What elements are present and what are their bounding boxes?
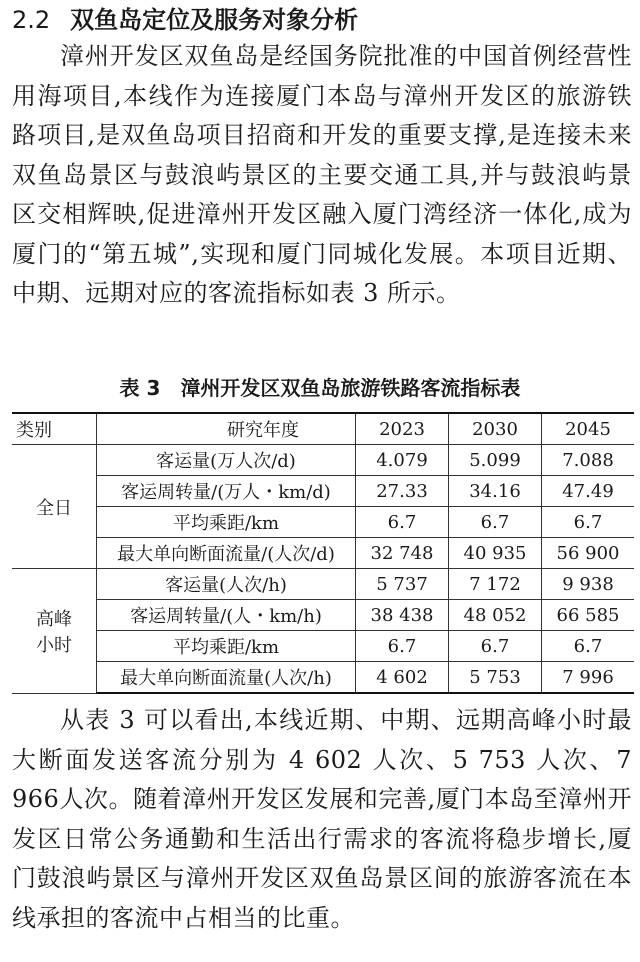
value-cell: 6.7 bbox=[542, 631, 635, 662]
value-cell: 4.079 bbox=[356, 445, 449, 476]
table-caption bbox=[0, 373, 640, 403]
paragraph-text: 从表 3 可以看出,本线近期、中期、远期高峰小时最大断面发送客流分别为 4 602 人次、5 753 人次、7 966人次。随着漳州开发区发展和完善,厦门本岛至漳州开发区日常公务通勤和生活出行需求的客流将稳步增长,厦门鼓浪屿景区与漳州开发区双鱼岛景区间的旅游客流在本线承担的客流中占相当的比重。 bbox=[12, 706, 632, 932]
section-title: 双鱼岛定位及服务对象分析 bbox=[70, 6, 359, 34]
value-cell: 66 585 bbox=[542, 600, 635, 631]
passenger-flow-table bbox=[12, 412, 634, 694]
header-year-2030: 2030 bbox=[449, 413, 542, 445]
indicator-cell: 客运周转量/(万人・km/d) bbox=[97, 476, 356, 507]
table-row bbox=[12, 631, 634, 662]
value-cell: 9 938 bbox=[542, 569, 635, 600]
table-row bbox=[12, 476, 634, 507]
value-cell: 7 172 bbox=[449, 569, 542, 600]
section-heading bbox=[12, 4, 358, 36]
header-category: 类别 bbox=[12, 413, 97, 445]
table-row bbox=[12, 507, 634, 538]
category-cell: 全日 bbox=[12, 445, 97, 569]
table-row bbox=[12, 662, 634, 694]
value-cell: 38 438 bbox=[356, 600, 449, 631]
table-caption-title: 漳州开发区双鱼岛旅游铁路客流指标表 bbox=[180, 376, 521, 400]
table-row bbox=[12, 600, 634, 631]
table-row bbox=[12, 538, 634, 569]
value-cell: 32 748 bbox=[356, 538, 449, 569]
value-cell: 5.099 bbox=[449, 445, 542, 476]
table-row bbox=[12, 569, 634, 600]
value-cell: 27.33 bbox=[356, 476, 449, 507]
value-cell: 6.7 bbox=[542, 507, 635, 538]
table-row bbox=[12, 445, 634, 476]
value-cell: 6.7 bbox=[449, 631, 542, 662]
indicator-cell: 平均乘距/km bbox=[97, 631, 356, 662]
value-cell: 7.088 bbox=[542, 445, 635, 476]
value-cell: 6.7 bbox=[356, 631, 449, 662]
table-header-row bbox=[12, 413, 634, 445]
value-cell: 5 753 bbox=[449, 662, 542, 694]
indicator-cell: 最大单向断面流量(人次/h) bbox=[97, 662, 356, 694]
value-cell: 47.49 bbox=[542, 476, 635, 507]
paragraph-analysis bbox=[12, 701, 632, 938]
indicator-cell: 平均乘距/km bbox=[97, 507, 356, 538]
value-cell: 6.7 bbox=[449, 507, 542, 538]
indicator-cell: 最大单向断面流量/(人次/d) bbox=[97, 538, 356, 569]
value-cell: 7 996 bbox=[542, 662, 635, 694]
value-cell: 5 737 bbox=[356, 569, 449, 600]
paragraph-intro bbox=[12, 37, 632, 314]
paragraph-text: 漳州开发区双鱼岛是经国务院批准的中国首例经营性用海项目,本线作为连接厦门本岛与漳州开发区的旅游铁路项目,是双鱼岛项目招商和开发的重要支撑,是连接未来双鱼岛景区与鼓浪屿景区的主要交通工具,并与鼓浪屿景区交相辉映,促进漳州开发区融入厦门湾经济一体化,成为厦门的“第五城”,实现和厦门同城化发展。本项目近期、中期、远期对应的客流指标如表 3 所示。 bbox=[12, 42, 632, 307]
value-cell: 6.7 bbox=[356, 507, 449, 538]
category-cell bbox=[12, 569, 97, 694]
indicator-cell: 客运周转量/(人・km/h) bbox=[97, 600, 356, 631]
indicator-cell: 客运量(人次/h) bbox=[97, 569, 356, 600]
value-cell: 34.16 bbox=[449, 476, 542, 507]
value-cell: 48 052 bbox=[449, 600, 542, 631]
category-label: 高峰小时 bbox=[36, 608, 72, 656]
section-number: 2.2 bbox=[12, 6, 51, 34]
value-cell: 40 935 bbox=[449, 538, 542, 569]
table-caption-label: 表 3 bbox=[119, 376, 161, 400]
value-cell: 4 602 bbox=[356, 662, 449, 694]
indicator-cell: 客运量(万人次/d) bbox=[97, 445, 356, 476]
header-year-2045: 2045 bbox=[542, 413, 635, 445]
value-cell: 56 900 bbox=[542, 538, 635, 569]
header-year-2023: 2023 bbox=[356, 413, 449, 445]
header-indicator: 研究年度 bbox=[97, 413, 356, 445]
